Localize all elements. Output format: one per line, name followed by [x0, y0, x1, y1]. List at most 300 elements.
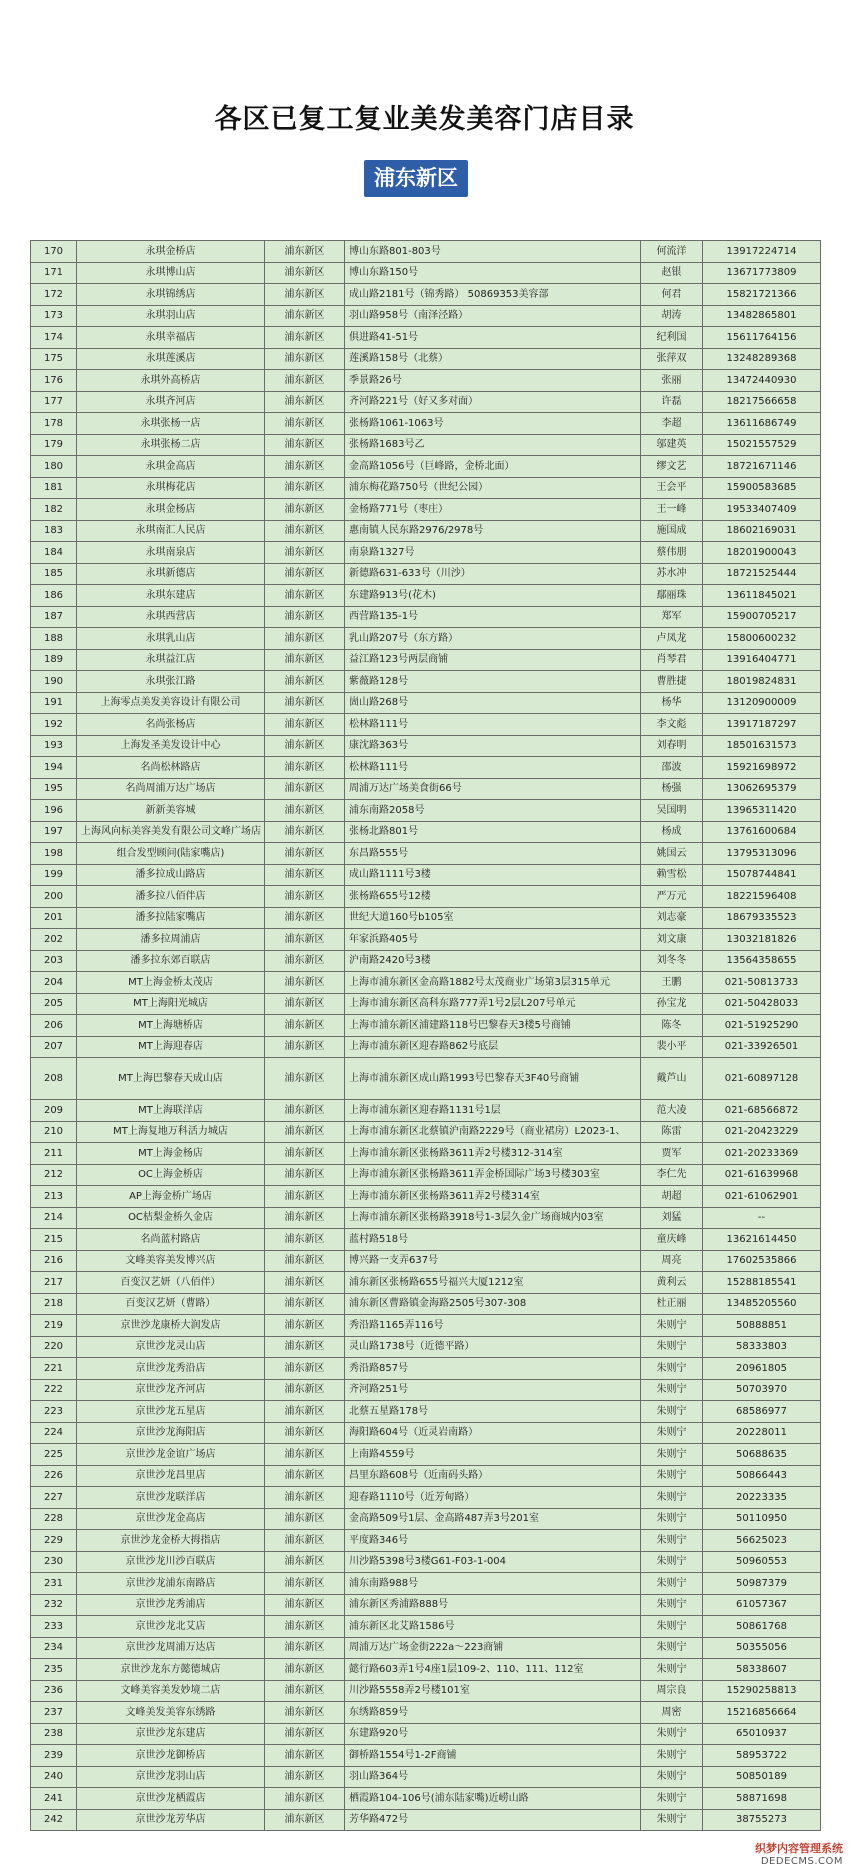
store-name-cell: 文峰美容美发博兴店: [77, 1250, 265, 1272]
address-cell: 浦东新区秀浦路888号: [345, 1594, 641, 1616]
table-row: [31, 843, 821, 865]
contact-person-cell: 朱则宁: [641, 1444, 703, 1466]
address-cell: 金高路509号1层、金高路487弄3号201室: [345, 1508, 641, 1530]
phone-cell: 13611686749: [703, 413, 821, 435]
row-number-cell: 182: [31, 499, 77, 521]
table-row: [31, 1766, 821, 1788]
store-name-cell: MT上海阳光城店: [77, 993, 265, 1015]
contact-person-cell: 朱则宁: [641, 1809, 703, 1831]
contact-person-cell: 郑军: [641, 606, 703, 628]
phone-cell: 50110950: [703, 1508, 821, 1530]
store-name-cell: 永琪幸福店: [77, 327, 265, 349]
store-name-cell: 京世沙龙灵山店: [77, 1336, 265, 1358]
phone-cell: 021-61062901: [703, 1186, 821, 1208]
district-cell: 浦东新区: [265, 1788, 345, 1810]
phone-cell: 13248289368: [703, 348, 821, 370]
row-number-cell: 238: [31, 1723, 77, 1745]
store-name-cell: 京世沙龙御桥店: [77, 1745, 265, 1767]
phone-cell: 13472440930: [703, 370, 821, 392]
table-row: [31, 305, 821, 327]
district-cell: 浦东新区: [265, 1315, 345, 1337]
row-number-cell: 221: [31, 1358, 77, 1380]
store-name-cell: MT上海巴黎春天成山店: [77, 1058, 265, 1100]
district-cell: 浦东新区: [265, 499, 345, 521]
contact-person-cell: 卢凤龙: [641, 628, 703, 650]
store-name-cell: 京世沙龙周浦万达店: [77, 1637, 265, 1659]
row-number-cell: 171: [31, 262, 77, 284]
district-cell: 浦东新区: [265, 1379, 345, 1401]
address-cell: 东建路913号(花木): [345, 585, 641, 607]
district-cell: 浦东新区: [265, 284, 345, 306]
row-number-cell: 174: [31, 327, 77, 349]
store-name-cell: 永琪齐河店: [77, 391, 265, 413]
row-number-cell: 224: [31, 1422, 77, 1444]
district-cell: 浦东新区: [265, 757, 345, 779]
store-name-cell: 京世沙龙栖霞店: [77, 1788, 265, 1810]
contact-person-cell: 范大凌: [641, 1100, 703, 1122]
phone-cell: 13485205560: [703, 1293, 821, 1315]
contact-person-cell: 朱则宁: [641, 1594, 703, 1616]
district-cell: 浦东新区: [265, 1336, 345, 1358]
store-name-cell: 潘多拉陆家嘴店: [77, 907, 265, 929]
table-row: [31, 1680, 821, 1702]
phone-cell: 15821721366: [703, 284, 821, 306]
address-cell: 西营路135-1号: [345, 606, 641, 628]
store-name-cell: 京世沙龙金高店: [77, 1508, 265, 1530]
district-cell: 浦东新区: [265, 1659, 345, 1681]
store-name-cell: 潘多拉成山路店: [77, 864, 265, 886]
row-number-cell: 223: [31, 1401, 77, 1423]
row-number-cell: 216: [31, 1250, 77, 1272]
row-number-cell: 184: [31, 542, 77, 564]
address-cell: 南泉路1327号: [345, 542, 641, 564]
row-number-cell: 197: [31, 821, 77, 843]
store-name-cell: MT上海迎春店: [77, 1036, 265, 1058]
address-cell: 东昌路555号: [345, 843, 641, 865]
district-cell: 浦东新区: [265, 671, 345, 693]
table-row: [31, 1121, 821, 1143]
address-cell: 金高路1056号（巨峰路，金桥北面）: [345, 456, 641, 478]
district-cell: 浦东新区: [265, 714, 345, 736]
store-name-cell: 名尚张杨店: [77, 714, 265, 736]
phone-cell: 13120900009: [703, 692, 821, 714]
table-body: [31, 241, 821, 1831]
district-cell: 浦东新区: [265, 1723, 345, 1745]
table-row: [31, 563, 821, 585]
store-name-cell: 京世沙龙东方懿德城店: [77, 1659, 265, 1681]
address-cell: 秀沿路857号: [345, 1358, 641, 1380]
row-number-cell: 191: [31, 692, 77, 714]
row-number-cell: 236: [31, 1680, 77, 1702]
store-name-cell: 京世沙龙五星店: [77, 1401, 265, 1423]
row-number-cell: 207: [31, 1036, 77, 1058]
address-cell: 东建路920号: [345, 1723, 641, 1745]
store-name-cell: 文峰美容美发妙境二店: [77, 1680, 265, 1702]
district-cell: 浦东新区: [265, 391, 345, 413]
address-cell: 惠南镇人民东路2976/2978号: [345, 520, 641, 542]
phone-cell: 18201900043: [703, 542, 821, 564]
contact-person-cell: 朱则宁: [641, 1422, 703, 1444]
row-number-cell: 199: [31, 864, 77, 886]
table-row: [31, 1379, 821, 1401]
phone-cell: 18217566658: [703, 391, 821, 413]
row-number-cell: 196: [31, 800, 77, 822]
phone-cell: 13032181826: [703, 929, 821, 951]
table-row: [31, 284, 821, 306]
store-name-cell: 京世沙龙海阳店: [77, 1422, 265, 1444]
store-name-cell: 永琪张杨一店: [77, 413, 265, 435]
district-cell: 浦东新区: [265, 1702, 345, 1724]
district-cell: 浦东新区: [265, 1809, 345, 1831]
row-number-cell: 217: [31, 1272, 77, 1294]
phone-cell: 19533407409: [703, 499, 821, 521]
table-row: [31, 1336, 821, 1358]
district-cell: 浦东新区: [265, 520, 345, 542]
row-number-cell: 208: [31, 1058, 77, 1100]
contact-person-cell: 刘冬冬: [641, 950, 703, 972]
address-cell: 上海市浦东新区张杨路3918号1-3层久金广场商城内03室: [345, 1207, 641, 1229]
address-cell: 新德路631-633号（川沙）: [345, 563, 641, 585]
contact-person-cell: 朱则宁: [641, 1530, 703, 1552]
row-number-cell: 230: [31, 1551, 77, 1573]
store-name-cell: MT上海塘桥店: [77, 1015, 265, 1037]
store-name-cell: 永琪西营店: [77, 606, 265, 628]
store-name-cell: 京世沙龙金桥大拇指店: [77, 1530, 265, 1552]
phone-cell: 18721525444: [703, 563, 821, 585]
district-cell: 浦东新区: [265, 886, 345, 908]
row-number-cell: 211: [31, 1143, 77, 1165]
table-row: [31, 1508, 821, 1530]
table-row: [31, 370, 821, 392]
row-number-cell: 239: [31, 1745, 77, 1767]
table-row: [31, 1100, 821, 1122]
district-cell: 浦东新区: [265, 1766, 345, 1788]
address-cell: 周浦万达广场美食街66号: [345, 778, 641, 800]
phone-cell: 50888851: [703, 1315, 821, 1337]
row-number-cell: 195: [31, 778, 77, 800]
row-number-cell: 206: [31, 1015, 77, 1037]
address-cell: 松林路111号: [345, 714, 641, 736]
table-row: [31, 907, 821, 929]
row-number-cell: 181: [31, 477, 77, 499]
contact-person-cell: 裴小平: [641, 1036, 703, 1058]
contact-person-cell: 杨华: [641, 692, 703, 714]
contact-person-cell: 戴芦山: [641, 1058, 703, 1100]
phone-cell: 50960553: [703, 1551, 821, 1573]
table-row: [31, 1444, 821, 1466]
contact-person-cell: 邬建英: [641, 434, 703, 456]
row-number-cell: 188: [31, 628, 77, 650]
contact-person-cell: 杨强: [641, 778, 703, 800]
phone-cell: 021-50428033: [703, 993, 821, 1015]
phone-cell: 15900583685: [703, 477, 821, 499]
phone-cell: 021-68566872: [703, 1100, 821, 1122]
store-name-cell: 永琪锦绣店: [77, 284, 265, 306]
district-cell: 浦东新区: [265, 843, 345, 865]
row-number-cell: 180: [31, 456, 77, 478]
contact-person-cell: 王一峰: [641, 499, 703, 521]
table-row: [31, 1745, 821, 1767]
phone-cell: 13671773809: [703, 262, 821, 284]
address-cell: 上海市浦东新区北蔡镇沪南路2229号（商业裙房）L2023-1、: [345, 1121, 641, 1143]
address-cell: 金杨路771号（枣庄）: [345, 499, 641, 521]
address-cell: 昌里东路608号（近南码头路）: [345, 1465, 641, 1487]
contact-person-cell: 赖雪松: [641, 864, 703, 886]
contact-person-cell: 缪文艺: [641, 456, 703, 478]
store-name-cell: 京世沙龙川沙百联店: [77, 1551, 265, 1573]
contact-person-cell: 黄利云: [641, 1272, 703, 1294]
table-row: [31, 348, 821, 370]
row-number-cell: 202: [31, 929, 77, 951]
district-cell: 浦东新区: [265, 1058, 345, 1100]
address-cell: 益江路123号两层商铺: [345, 649, 641, 671]
phone-cell: 58333803: [703, 1336, 821, 1358]
row-number-cell: 242: [31, 1809, 77, 1831]
store-name-cell: MT上海金桥太茂店: [77, 972, 265, 994]
phone-cell: 13916404771: [703, 649, 821, 671]
district-cell: 浦东新区: [265, 456, 345, 478]
address-cell: 上海市浦东新区张杨路3611弄2号楼312-314室: [345, 1143, 641, 1165]
district-cell: 浦东新区: [265, 327, 345, 349]
row-number-cell: 177: [31, 391, 77, 413]
row-number-cell: 173: [31, 305, 77, 327]
address-cell: 沪南路2420号3楼: [345, 950, 641, 972]
contact-person-cell: 纪利国: [641, 327, 703, 349]
district-cell: 浦东新区: [265, 1401, 345, 1423]
watermark: [733, 1842, 843, 1868]
row-number-cell: 200: [31, 886, 77, 908]
contact-person-cell: 何君: [641, 284, 703, 306]
phone-cell: 61057367: [703, 1594, 821, 1616]
address-cell: 年家浜路405号: [345, 929, 641, 951]
phone-cell: 15216856664: [703, 1702, 821, 1724]
store-name-cell: 百变汉艺妍（八佰伴）: [77, 1272, 265, 1294]
address-cell: 蓝村路518号: [345, 1229, 641, 1251]
table-row: [31, 1015, 821, 1037]
table-row: [31, 671, 821, 693]
table-row: [31, 993, 821, 1015]
row-number-cell: 193: [31, 735, 77, 757]
phone-cell: 15900705217: [703, 606, 821, 628]
row-number-cell: 203: [31, 950, 77, 972]
district-cell: 浦东新区: [265, 1121, 345, 1143]
phone-cell: 38755273: [703, 1809, 821, 1831]
contact-person-cell: 朱则宁: [641, 1616, 703, 1638]
contact-person-cell: 杨成: [641, 821, 703, 843]
table-row: [31, 692, 821, 714]
table-row: [31, 1186, 821, 1208]
row-number-cell: 215: [31, 1229, 77, 1251]
store-name-cell: 永琪金高店: [77, 456, 265, 478]
table-row: [31, 735, 821, 757]
page-title: 各区已复工复业美发美容门店目录: [214, 104, 635, 135]
table-row: [31, 972, 821, 994]
table-row: [31, 886, 821, 908]
phone-cell: 50355056: [703, 1637, 821, 1659]
district-cell: 浦东新区: [265, 1616, 345, 1638]
row-number-cell: 204: [31, 972, 77, 994]
phone-cell: 18721671146: [703, 456, 821, 478]
row-number-cell: 222: [31, 1379, 77, 1401]
address-cell: 张杨路1061-1063号: [345, 413, 641, 435]
address-cell: 上南路4559号: [345, 1444, 641, 1466]
contact-person-cell: 朱则宁: [641, 1508, 703, 1530]
row-number-cell: 187: [31, 606, 77, 628]
row-number-cell: 186: [31, 585, 77, 607]
row-number-cell: 212: [31, 1164, 77, 1186]
table-row: [31, 1401, 821, 1423]
table-row: [31, 1143, 821, 1165]
address-cell: 川沙路5558弄2号楼101室: [345, 1680, 641, 1702]
contact-person-cell: 苏水冲: [641, 563, 703, 585]
district-cell: 浦东新区: [265, 1422, 345, 1444]
contact-person-cell: 许磊: [641, 391, 703, 413]
address-cell: 莲溪路158号（北蔡）: [345, 348, 641, 370]
contact-person-cell: 姚国云: [641, 843, 703, 865]
contact-person-cell: 周宗良: [641, 1680, 703, 1702]
address-cell: 世纪大道160号b105室: [345, 907, 641, 929]
row-number-cell: 192: [31, 714, 77, 736]
store-name-cell: MT上海金杨店: [77, 1143, 265, 1165]
store-name-cell: 京世沙龙康桥大润发店: [77, 1315, 265, 1337]
table-row: [31, 778, 821, 800]
district-cell: 浦东新区: [265, 563, 345, 585]
district-cell: 浦东新区: [265, 950, 345, 972]
store-name-cell: 京世沙龙秀沿店: [77, 1358, 265, 1380]
contact-person-cell: 朱则宁: [641, 1379, 703, 1401]
table-row: [31, 1594, 821, 1616]
address-cell: 灵山路1738号（近德平路）: [345, 1336, 641, 1358]
table-row: [31, 391, 821, 413]
district-cell: 浦东新区: [265, 628, 345, 650]
district-cell: 浦东新区: [265, 348, 345, 370]
phone-cell: 18221596408: [703, 886, 821, 908]
phone-cell: 021-33926501: [703, 1036, 821, 1058]
district-cell: 浦东新区: [265, 1186, 345, 1208]
address-cell: 成山路1111号3楼: [345, 864, 641, 886]
contact-person-cell: 李仁先: [641, 1164, 703, 1186]
table-row: [31, 1358, 821, 1380]
store-name-cell: 永琪南汇人民店: [77, 520, 265, 542]
district-cell: 浦东新区: [265, 649, 345, 671]
table-row: [31, 542, 821, 564]
phone-cell: 50688635: [703, 1444, 821, 1466]
table-row: [31, 1702, 821, 1724]
table-row: [31, 606, 821, 628]
address-cell: 崮山路268号: [345, 692, 641, 714]
phone-cell: 13482865801: [703, 305, 821, 327]
store-name-cell: MT上海复地万科活力城店: [77, 1121, 265, 1143]
address-cell: 平度路346号: [345, 1530, 641, 1552]
contact-person-cell: 李超: [641, 413, 703, 435]
row-number-cell: 178: [31, 413, 77, 435]
store-name-cell: AP上海金桥广场店: [77, 1186, 265, 1208]
district-cell: 浦东新区: [265, 1358, 345, 1380]
contact-person-cell: 朱则宁: [641, 1659, 703, 1681]
contact-person-cell: 朱则宁: [641, 1465, 703, 1487]
row-number-cell: 185: [31, 563, 77, 585]
phone-cell: 18602169031: [703, 520, 821, 542]
store-name-cell: 永琪张江路: [77, 671, 265, 693]
table-row: [31, 1723, 821, 1745]
address-cell: 张杨路655号12楼: [345, 886, 641, 908]
district-cell: 浦东新区: [265, 1487, 345, 1509]
district-cell: 浦东新区: [265, 585, 345, 607]
store-name-cell: 名尚蓝村路店: [77, 1229, 265, 1251]
address-cell: 御桥路1554号1-2F商铺: [345, 1745, 641, 1767]
row-number-cell: 176: [31, 370, 77, 392]
phone-cell: 021-50813733: [703, 972, 821, 994]
phone-cell: 15078744841: [703, 864, 821, 886]
table-row: [31, 1637, 821, 1659]
address-cell: 紫薇路128号: [345, 671, 641, 693]
address-cell: 栖霞路104-106号(浦东陆家嘴)近崂山路: [345, 1788, 641, 1810]
phone-cell: 15611764156: [703, 327, 821, 349]
phone-cell: 58338607: [703, 1659, 821, 1681]
row-number-cell: 227: [31, 1487, 77, 1509]
row-number-cell: 198: [31, 843, 77, 865]
row-number-cell: 218: [31, 1293, 77, 1315]
address-cell: 博兴路一支弄637号: [345, 1250, 641, 1272]
row-number-cell: 190: [31, 671, 77, 693]
address-cell: 浦东新区北艾路1586号: [345, 1616, 641, 1638]
contact-person-cell: 刘春明: [641, 735, 703, 757]
store-name-cell: 潘多拉八佰伴店: [77, 886, 265, 908]
phone-cell: 20228011: [703, 1422, 821, 1444]
table-row: [31, 1573, 821, 1595]
district-cell: 浦东新区: [265, 370, 345, 392]
row-number-cell: 228: [31, 1508, 77, 1530]
contact-person-cell: 赵银: [641, 262, 703, 284]
store-name-cell: 京世沙龙联洋店: [77, 1487, 265, 1509]
phone-cell: 021-61639968: [703, 1164, 821, 1186]
table-row: [31, 800, 821, 822]
address-cell: 博山东路801-803号: [345, 241, 641, 263]
row-number-cell: 240: [31, 1766, 77, 1788]
row-number-cell: 233: [31, 1616, 77, 1638]
phone-cell: 18679335523: [703, 907, 821, 929]
store-name-cell: 新新美容城: [77, 800, 265, 822]
row-number-cell: 220: [31, 1336, 77, 1358]
salon-table: [30, 240, 821, 1831]
district-cell: 浦东新区: [265, 1143, 345, 1165]
row-number-cell: 225: [31, 1444, 77, 1466]
address-cell: 浦东新区曹路镇金海路2505号307-308: [345, 1293, 641, 1315]
district-cell: 浦东新区: [265, 1573, 345, 1595]
store-name-cell: 永琪新德店: [77, 563, 265, 585]
address-cell: 成山路2181号（锦秀路） 50869353美容部: [345, 284, 641, 306]
table-row: [31, 327, 821, 349]
district-cell: 浦东新区: [265, 477, 345, 499]
phone-cell: 13795313096: [703, 843, 821, 865]
phone-cell: 13062695379: [703, 778, 821, 800]
address-cell: 张杨北路801号: [345, 821, 641, 843]
contact-person-cell: 曹胜捷: [641, 671, 703, 693]
store-name-cell: 永琪金桥店: [77, 241, 265, 263]
district-cell: 浦东新区: [265, 907, 345, 929]
district-cell: 浦东新区: [265, 1015, 345, 1037]
district-cell: 浦东新区: [265, 1164, 345, 1186]
table-row: [31, 1272, 821, 1294]
store-name-cell: 百变汉艺妍（曹路）: [77, 1293, 265, 1315]
address-cell: 秀沿路1165弄116号: [345, 1315, 641, 1337]
table-row: [31, 1250, 821, 1272]
contact-person-cell: 王鹏: [641, 972, 703, 994]
district-cell: 浦东新区: [265, 1637, 345, 1659]
district-cell: 浦东新区: [265, 993, 345, 1015]
address-cell: 周浦万达广场金街222a～223商铺: [345, 1637, 641, 1659]
row-number-cell: 194: [31, 757, 77, 779]
